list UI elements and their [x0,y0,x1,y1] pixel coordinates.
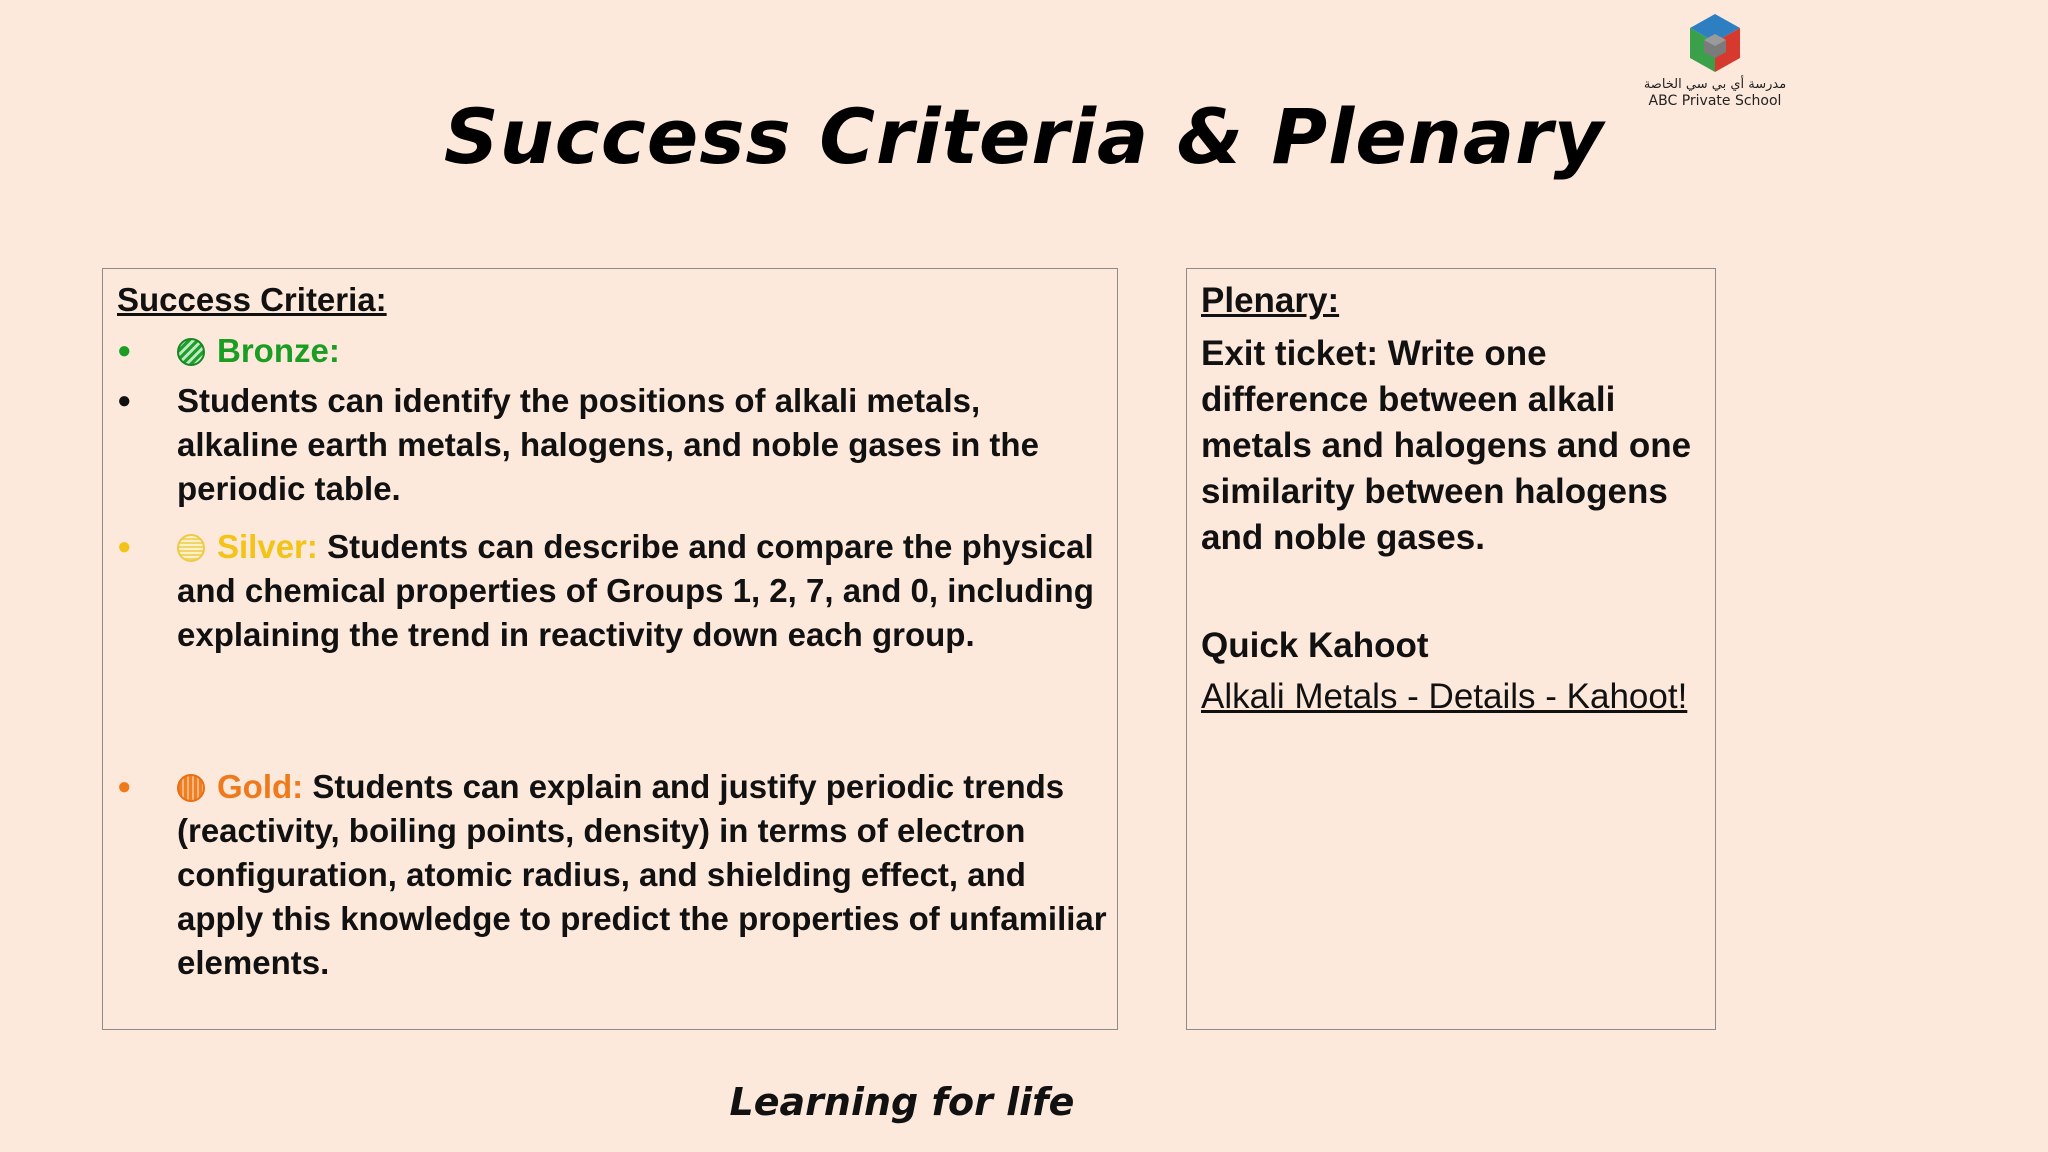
bronze-label: Bronze: [217,332,340,369]
school-logo [1640,12,1790,109]
school-name-arabic: مدرسة أي بي سي الخاصة [1643,77,1787,92]
bronze-text: Students can identify the positions of alkali metals, alkaline earth metals, halogens, and noble gases in the periodic table. [177,382,1039,507]
exit-ticket-text: Exit ticket: Write one difference between alkali metals and halogens and one similarity between halogens and noble gases. [1201,334,1692,557]
silver-medal-icon [177,534,205,562]
silver-text: Students can describe and compare the physical and chemical properties of Groups 1, 2, 7, and 0, including explaining the trend in reactivity down each group. [177,528,1094,653]
bullet-icon: ● [117,337,132,364]
kahoot-link[interactable]: Alkali Metals - Details - Kahoot! [1201,677,1688,716]
kahoot-heading: Quick Kahoot [1201,626,1429,665]
cube-logo-icon [1686,12,1744,76]
bullet-icon: ● [117,533,132,560]
success-criteria-box [102,268,1118,1030]
school-name-english: ABC Private School [1648,93,1782,109]
gold-medal-icon [177,774,205,802]
silver-label: Silver: [217,528,318,565]
footer-tagline: Learning for life [729,1080,1075,1124]
bronze-medal-icon [177,338,205,366]
plenary-box [1186,268,1716,1030]
bullet-icon: ● [117,387,132,414]
gold-text: Students can explain and justify periodic trends (reactivity, boiling points, density) in terms of electron configuration, atomic radius, and shielding effect, and apply this knowledge to predict the properties of unfamiliar elements. [177,768,1107,981]
plenary-heading: Plenary: [1201,281,1340,320]
bullet-icon: ● [117,773,132,800]
gold-label: Gold: [217,768,304,805]
success-criteria-heading: Success Criteria: [117,281,387,318]
slide-title: Success Criteria & Plenary [443,92,1605,181]
